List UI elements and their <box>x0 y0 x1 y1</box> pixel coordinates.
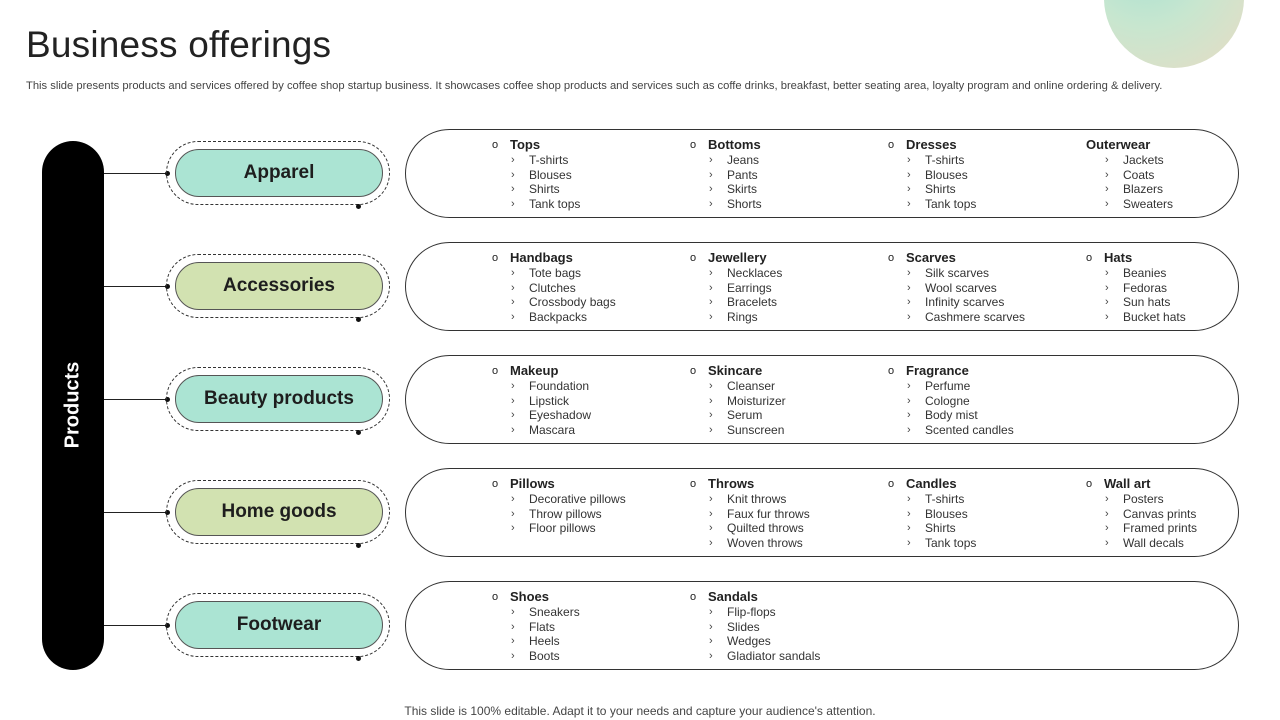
list-item-label: Moisturizer <box>727 393 786 408</box>
category-pill: Accessories <box>175 262 383 310</box>
subcategory-group <box>492 250 682 324</box>
list-item <box>690 168 880 183</box>
chevron-right-icon: › <box>511 310 515 323</box>
subcategory-title: Pillows <box>510 476 555 491</box>
list-item <box>690 536 880 551</box>
list-item <box>1086 266 1276 281</box>
list-item-label: Shirts <box>925 182 956 196</box>
list-item <box>888 197 1078 212</box>
subcategory-title: Handbags <box>510 250 573 265</box>
subcategory-title: Skincare <box>708 363 763 378</box>
chevron-right-icon: › <box>511 380 515 392</box>
list-item <box>1086 507 1276 522</box>
circle-bullet-icon: o <box>492 478 499 490</box>
subcategory-group <box>1086 250 1276 324</box>
chevron-right-icon: › <box>1105 154 1109 166</box>
subcategory-heading <box>492 363 682 379</box>
chevron-right-icon: › <box>907 423 911 436</box>
chevron-right-icon: › <box>709 183 713 195</box>
list-item <box>492 295 682 310</box>
chevron-right-icon: › <box>709 409 713 421</box>
subcategory-title: Jewellery <box>708 250 767 265</box>
chevron-right-icon: › <box>511 267 515 279</box>
ring-dot <box>356 656 361 661</box>
list-item-label: Mascara <box>529 422 576 437</box>
list-item-label: Earrings <box>727 280 772 295</box>
list-item <box>492 634 682 649</box>
list-item <box>1086 182 1276 197</box>
list-item <box>690 620 880 635</box>
list-item <box>492 394 682 409</box>
subcategory-heading <box>1086 476 1276 492</box>
list-item-label: Slides <box>727 619 760 634</box>
list-item-label: Wall decals <box>1123 535 1184 550</box>
subcategory-title: Scarves <box>906 250 956 265</box>
chevron-right-icon: › <box>907 168 911 181</box>
list-item-label: Bracelets <box>727 295 778 309</box>
offerings-box <box>405 581 1239 670</box>
subcategory-heading <box>492 137 682 153</box>
subcategory-heading <box>888 476 1078 492</box>
list-item-label: Canvas prints <box>1123 506 1197 521</box>
list-item <box>690 423 880 438</box>
list-item <box>888 423 1078 438</box>
list-item <box>888 507 1078 522</box>
chevron-right-icon: › <box>709 154 713 166</box>
subcategory-group <box>888 250 1078 324</box>
list-item-label: Infinity scarves <box>925 295 1005 309</box>
chevron-right-icon: › <box>511 154 515 166</box>
list-item <box>492 423 682 438</box>
list-item <box>690 182 880 197</box>
subcategory-heading <box>888 137 1078 153</box>
chevron-right-icon: › <box>907 267 911 279</box>
list-item-label: Cleanser <box>727 379 776 393</box>
subcategory-group <box>492 137 682 211</box>
chevron-right-icon: › <box>511 394 515 407</box>
subcategory-title: Hats <box>1104 250 1133 265</box>
list-item <box>492 168 682 183</box>
chevron-right-icon: › <box>1105 507 1109 520</box>
list-item-label: Cashmere scarves <box>925 309 1026 324</box>
list-item-label: Silk scarves <box>925 266 990 280</box>
list-item <box>690 408 880 423</box>
list-item <box>690 310 880 325</box>
chevron-right-icon: › <box>1105 267 1109 279</box>
list-item-label: Clutches <box>529 280 576 295</box>
list-item <box>492 521 682 536</box>
circle-bullet-icon: o <box>888 478 895 490</box>
chevron-right-icon: › <box>511 606 515 618</box>
row-connector-line <box>104 512 168 513</box>
list-item <box>690 492 880 507</box>
list-item <box>690 281 880 296</box>
list-item <box>888 408 1078 423</box>
list-item <box>690 394 880 409</box>
chevron-right-icon: › <box>1105 183 1109 195</box>
list-item <box>492 281 682 296</box>
list-item-label: Faux fur throws <box>727 506 810 521</box>
list-item <box>1086 310 1276 325</box>
list-item <box>888 182 1078 197</box>
list-item-label: Wedges <box>727 634 771 648</box>
chevron-right-icon: › <box>1105 536 1109 549</box>
list-item-label: Lipstick <box>529 393 570 408</box>
subcategory-group <box>1086 476 1276 550</box>
list-item-label: Heels <box>529 634 560 648</box>
subcategory-heading <box>1086 137 1276 153</box>
subcategory-title: Shoes <box>510 589 550 604</box>
subcategory-heading <box>690 476 880 492</box>
list-item-label: Gladiator sandals <box>727 648 821 663</box>
list-item <box>1086 197 1276 212</box>
list-item <box>690 266 880 281</box>
list-item-label: Body mist <box>925 408 978 422</box>
slide-description: This slide presents products and services offered by coffee shop startup business. It showcases coffee shop products and services such as coffe drinks, breakfast, better seating area, loyalty program and online ordering & delivery. <box>26 80 1163 92</box>
ring-dot <box>356 204 361 209</box>
list-item <box>690 649 880 664</box>
subcategory-group <box>690 589 880 663</box>
subcategory-heading <box>690 589 880 605</box>
subcategory-title: Sandals <box>708 589 758 604</box>
list-item <box>888 153 1078 168</box>
subcategory-heading <box>492 589 682 605</box>
list-item <box>888 310 1078 325</box>
ring-dot <box>356 543 361 548</box>
list-item-label: Beanies <box>1123 266 1167 280</box>
chevron-right-icon: › <box>511 197 515 210</box>
list-item-label: Throw pillows <box>529 506 602 521</box>
list-item-label: Necklaces <box>727 266 783 280</box>
chevron-right-icon: › <box>1105 296 1109 308</box>
chevron-right-icon: › <box>907 296 911 308</box>
category-pill: Apparel <box>175 149 383 197</box>
list-item-label: Woven throws <box>727 535 803 550</box>
footer-note: This slide is 100% editable. Adapt it to your needs and capture your audience's attention. <box>404 704 876 718</box>
chevron-right-icon: › <box>709 310 713 323</box>
chevron-right-icon: › <box>511 493 515 505</box>
list-item-label: Tank tops <box>925 196 977 211</box>
list-item <box>690 295 880 310</box>
list-item <box>690 634 880 649</box>
chevron-right-icon: › <box>907 522 911 534</box>
chevron-right-icon: › <box>709 493 713 505</box>
chevron-right-icon: › <box>709 394 713 407</box>
subcategory-heading <box>492 250 682 266</box>
decorative-gradient-circle <box>1104 0 1244 68</box>
subcategory-group <box>492 589 682 663</box>
chevron-right-icon: › <box>907 493 911 505</box>
list-item <box>492 620 682 635</box>
list-item-label: Flip-flops <box>727 605 776 619</box>
list-item <box>492 379 682 394</box>
list-item <box>888 492 1078 507</box>
list-item-label: Tote bags <box>529 266 582 280</box>
list-item <box>690 379 880 394</box>
subcategory-title: Wall art <box>1104 476 1151 491</box>
chevron-right-icon: › <box>907 507 911 520</box>
ring-dot <box>356 317 361 322</box>
list-item-label: Knit throws <box>727 492 787 506</box>
subcategory-title: Makeup <box>510 363 559 378</box>
subcategory-heading <box>1086 250 1276 266</box>
subcategory-group <box>492 363 682 437</box>
list-item <box>1086 492 1276 507</box>
list-item-label: T-shirts <box>925 153 965 167</box>
circle-bullet-icon: o <box>492 591 499 603</box>
list-item <box>888 295 1078 310</box>
list-item <box>690 507 880 522</box>
circle-bullet-icon: o <box>888 139 895 151</box>
chevron-right-icon: › <box>907 197 911 210</box>
list-item <box>1086 153 1276 168</box>
list-item-label: Blouses <box>925 167 968 182</box>
list-item <box>888 394 1078 409</box>
subcategory-heading <box>492 476 682 492</box>
chevron-right-icon: › <box>907 409 911 421</box>
list-item-label: Posters <box>1123 492 1164 506</box>
list-item <box>888 521 1078 536</box>
circle-bullet-icon: o <box>888 365 895 377</box>
chevron-right-icon: › <box>1105 197 1109 210</box>
chevron-right-icon: › <box>709 267 713 279</box>
list-item <box>492 507 682 522</box>
circle-bullet-icon: o <box>690 139 697 151</box>
chevron-right-icon: › <box>709 197 713 210</box>
list-item-label: Boots <box>529 648 560 663</box>
chevron-right-icon: › <box>709 507 713 520</box>
list-item-label: Scented candles <box>925 422 1014 437</box>
list-item-label: Coats <box>1123 167 1155 182</box>
chevron-right-icon: › <box>709 649 713 662</box>
chevron-right-icon: › <box>907 183 911 195</box>
list-item <box>888 168 1078 183</box>
list-item-label: Shirts <box>529 182 560 196</box>
offerings-box <box>405 129 1239 218</box>
list-item-label: Serum <box>727 408 763 422</box>
chevron-right-icon: › <box>709 296 713 308</box>
circle-bullet-icon: o <box>888 252 895 264</box>
list-item <box>492 266 682 281</box>
list-item-label: Decorative pillows <box>529 492 626 506</box>
list-item-label: Blouses <box>925 506 968 521</box>
subcategory-group <box>690 250 880 324</box>
subcategory-title: Outerwear <box>1086 137 1151 152</box>
chevron-right-icon: › <box>709 522 713 534</box>
list-item-label: Fedoras <box>1123 280 1168 295</box>
circle-bullet-icon: o <box>690 365 697 377</box>
ring-dot <box>356 430 361 435</box>
list-item-label: Jeans <box>727 153 760 167</box>
list-item-label: Rings <box>727 309 758 324</box>
chevron-right-icon: › <box>709 423 713 436</box>
list-item-label: T-shirts <box>925 492 965 506</box>
chevron-right-icon: › <box>1105 310 1109 323</box>
chevron-right-icon: › <box>511 296 515 308</box>
list-item-label: Tank tops <box>529 196 581 211</box>
list-item <box>690 197 880 212</box>
subcategory-title: Tops <box>510 137 541 152</box>
chevron-right-icon: › <box>709 168 713 181</box>
chevron-right-icon: › <box>1105 493 1109 505</box>
list-item-label: Sun hats <box>1123 295 1171 309</box>
circle-bullet-icon: o <box>1086 252 1093 264</box>
subcategory-group <box>492 476 682 536</box>
list-item-label: Cologne <box>925 393 970 408</box>
list-item <box>1086 168 1276 183</box>
subcategory-heading <box>690 137 880 153</box>
chevron-right-icon: › <box>907 394 911 407</box>
list-item <box>1086 536 1276 551</box>
row-connector-line <box>104 173 168 174</box>
offerings-box <box>405 468 1239 557</box>
chevron-right-icon: › <box>709 380 713 392</box>
circle-bullet-icon: o <box>492 139 499 151</box>
circle-bullet-icon: o <box>492 365 499 377</box>
circle-bullet-icon: o <box>1086 478 1093 490</box>
chevron-right-icon: › <box>511 183 515 195</box>
list-item-label: Framed prints <box>1123 521 1198 535</box>
list-item <box>888 266 1078 281</box>
chevron-right-icon: › <box>511 409 515 421</box>
subcategory-group <box>888 476 1078 550</box>
list-item-label: Bucket hats <box>1123 309 1186 324</box>
subcategory-title: Candles <box>906 476 957 491</box>
circle-bullet-icon: o <box>492 252 499 264</box>
list-item <box>1086 281 1276 296</box>
chevron-right-icon: › <box>511 281 515 294</box>
list-item-label: Sweaters <box>1123 196 1174 211</box>
offerings-box <box>405 242 1239 331</box>
subcategory-group <box>690 476 880 550</box>
subcategory-title: Fragrance <box>906 363 969 378</box>
list-item <box>888 281 1078 296</box>
subcategory-title: Bottoms <box>708 137 761 152</box>
row-connector-line <box>104 399 168 400</box>
list-item-label: Pants <box>727 167 758 182</box>
subcategory-heading <box>690 363 880 379</box>
list-item-label: T-shirts <box>529 153 569 167</box>
list-item <box>492 310 682 325</box>
list-item <box>492 197 682 212</box>
circle-bullet-icon: o <box>690 591 697 603</box>
list-item-label: Backpacks <box>529 309 588 324</box>
list-item <box>492 605 682 620</box>
list-item <box>492 492 682 507</box>
list-item-label: Foundation <box>529 379 590 393</box>
products-label: Products <box>61 361 84 449</box>
subcategory-group <box>690 137 880 211</box>
list-item-label: Skirts <box>727 182 757 196</box>
list-item-label: Eyeshadow <box>529 408 592 422</box>
subcategory-group <box>888 363 1078 437</box>
list-item-label: Blouses <box>529 167 572 182</box>
list-item <box>492 408 682 423</box>
list-item <box>1086 295 1276 310</box>
chevron-right-icon: › <box>709 620 713 633</box>
list-item-label: Wool scarves <box>925 280 997 295</box>
list-item-label: Floor pillows <box>529 521 596 535</box>
list-item <box>690 521 880 536</box>
chevron-right-icon: › <box>511 635 515 647</box>
list-item-label: Quilted throws <box>727 521 804 535</box>
chevron-right-icon: › <box>907 310 911 323</box>
list-item <box>888 379 1078 394</box>
subcategory-heading <box>888 363 1078 379</box>
list-item <box>1086 521 1276 536</box>
chevron-right-icon: › <box>511 507 515 520</box>
list-item-label: Shorts <box>727 196 762 211</box>
category-pill: Beauty products <box>175 375 383 423</box>
row-connector-line <box>104 625 168 626</box>
chevron-right-icon: › <box>511 522 515 534</box>
circle-bullet-icon: o <box>690 478 697 490</box>
chevron-right-icon: › <box>709 281 713 294</box>
offerings-box <box>405 355 1239 444</box>
list-item-label: Perfume <box>925 379 971 393</box>
chevron-right-icon: › <box>511 620 515 633</box>
list-item <box>888 536 1078 551</box>
chevron-right-icon: › <box>1105 522 1109 534</box>
chevron-right-icon: › <box>907 281 911 294</box>
chevron-right-icon: › <box>907 154 911 166</box>
chevron-right-icon: › <box>511 423 515 436</box>
chevron-right-icon: › <box>709 635 713 647</box>
list-item-label: Blazers <box>1123 182 1164 196</box>
chevron-right-icon: › <box>907 536 911 549</box>
category-pill: Home goods <box>175 488 383 536</box>
list-item-label: Jackets <box>1123 153 1164 167</box>
list-item <box>492 182 682 197</box>
chevron-right-icon: › <box>511 168 515 181</box>
subcategory-group <box>690 363 880 437</box>
chevron-right-icon: › <box>907 380 911 392</box>
list-item <box>492 649 682 664</box>
subcategory-heading <box>888 250 1078 266</box>
list-item <box>492 153 682 168</box>
list-item-label: Sneakers <box>529 605 580 619</box>
row-connector-line <box>104 286 168 287</box>
category-pill: Footwear <box>175 601 383 649</box>
list-item-label: Crossbody bags <box>529 295 616 309</box>
subcategory-group <box>1086 137 1276 211</box>
list-item-label: Shirts <box>925 521 956 535</box>
list-item <box>690 605 880 620</box>
subcategory-title: Dresses <box>906 137 957 152</box>
subcategory-title: Throws <box>708 476 755 491</box>
chevron-right-icon: › <box>709 536 713 549</box>
list-item-label: Tank tops <box>925 535 977 550</box>
list-item <box>690 153 880 168</box>
subcategory-heading <box>690 250 880 266</box>
chevron-right-icon: › <box>1105 281 1109 294</box>
circle-bullet-icon: o <box>690 252 697 264</box>
list-item-label: Sunscreen <box>727 422 785 437</box>
page-title: Business offerings <box>26 24 332 65</box>
chevron-right-icon: › <box>1105 168 1109 181</box>
subcategory-group <box>888 137 1078 211</box>
chevron-right-icon: › <box>511 649 515 662</box>
chevron-right-icon: › <box>709 606 713 618</box>
list-item-label: Flats <box>529 619 556 634</box>
